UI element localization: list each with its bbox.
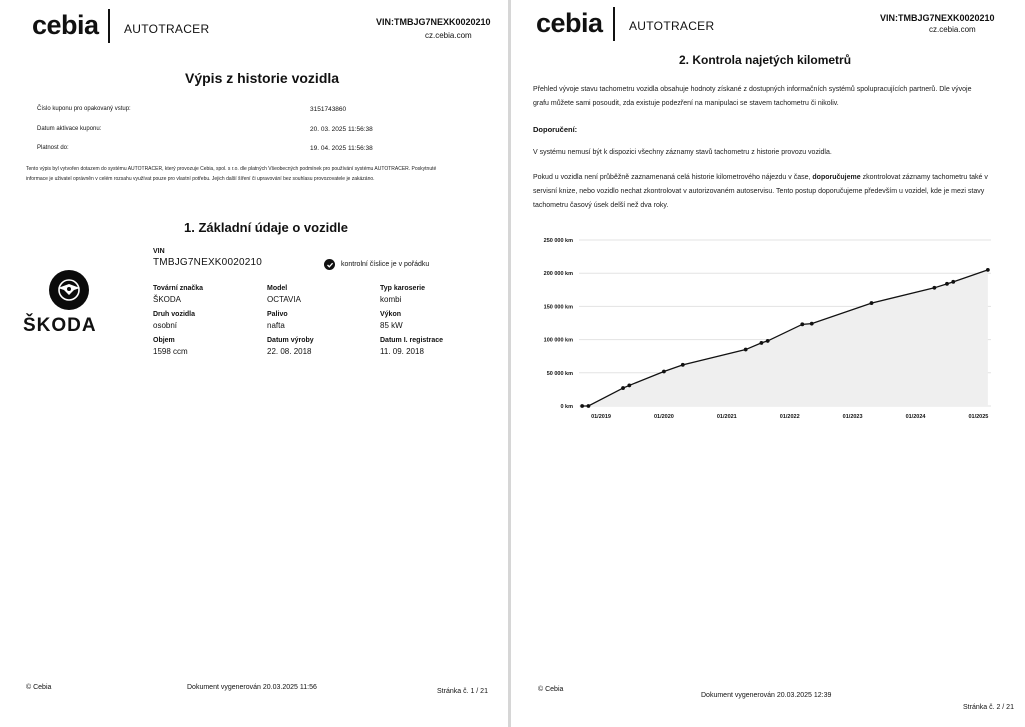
- field-category-label: Druh vozidla: [153, 311, 196, 318]
- activation-value: 20. 03. 2025 11:56:38: [310, 126, 373, 133]
- chart-area-fill: [582, 270, 988, 406]
- field-make-value: ŠKODA: [153, 295, 182, 304]
- field-power-label: Výkon: [380, 311, 402, 318]
- report-page-2: [511, 0, 1025, 727]
- recommendation-detail: Pokud u vozidla není průběžně zaznamenaná celá historie kilometrového nájezdu v čase, doporučujeme zkontrolovat záznamy tachometru také v servisní knize, nebo vozidlo nechat zkontrolovat v autorizovaném autoservisu. Tento postup doporučujeme především u vozidel, kde je mezi stavy tachometru časový úsek delší než dva roky.: [533, 174, 988, 209]
- chart-data-point: [932, 286, 936, 290]
- field-fuel-value: nafta: [267, 321, 285, 330]
- chart-data-point: [766, 339, 770, 343]
- recommendation-heading: Doporučení:: [533, 125, 578, 134]
- chart-y-tick-label: 100 000 km: [543, 337, 573, 344]
- chart-data-point: [587, 404, 591, 408]
- validity-value: 19. 04. 2025 11:56:38: [310, 145, 373, 152]
- disclaimer-text: Tento výpis byl vytvořen dotazem do systému AUTOTRACER, který provozuje Cebia, spol. s r.o. dle platných Všeobecných podmínek pro používání systému AUTOTRACER. Poskytnuté informace je uživatel oprávněn v celém rozsahu využívat pouze pro vlastní potřebu. Jejich další šíření či upravování bez souhlasu provozovatele je zakázáno.: [26, 166, 437, 182]
- chart-data-point: [951, 280, 955, 284]
- coupon-value: 3151743860: [310, 106, 347, 113]
- chart-y-tick-label: 50 000 km: [546, 370, 573, 377]
- logo-divider: [108, 9, 110, 43]
- mileage-intro-text: Přehled vývoje stavu tachometru vozidla obsahuje hodnoty získané z dostupných informačních systémů spolupracujících partnerů. Dle vývoje grafu můžete sami posoudit, zda existuje podezření na manipulaci se stavem tachometru či nikoliv.: [533, 86, 972, 107]
- field-model-label: Model: [267, 285, 288, 292]
- field-body-value: kombi: [380, 295, 402, 304]
- chart-y-tick-label: 250 000 km: [543, 238, 573, 244]
- make-logo-wordmark: ŠKODA: [23, 315, 97, 336]
- chart-x-tick-label: 01/2025: [968, 414, 989, 420]
- validity-label: Platnost do:: [37, 145, 69, 151]
- page-title: Výpis z historie vozidla: [185, 70, 340, 86]
- cebia-logo: cebia: [536, 8, 603, 38]
- chart-data-point: [986, 268, 990, 272]
- chart-data-point: [810, 322, 814, 326]
- header-vin: VIN:TMBJG7NEXK0020210: [376, 17, 491, 27]
- field-power-value: 85 kW: [380, 321, 403, 330]
- vin-check-text: kontrolní číslice je v pořádku: [341, 261, 430, 268]
- logo-divider: [613, 7, 615, 41]
- chart-x-tick-label: 01/2020: [653, 414, 674, 420]
- field-make-label: Tovární značka: [153, 285, 204, 292]
- chart-y-tick-label: 0 km: [560, 404, 573, 410]
- mileage-chart: [511, 230, 1025, 430]
- vin-label: VIN: [153, 248, 165, 255]
- chart-x-tick-label: 01/2022: [779, 414, 800, 420]
- chart-data-point: [621, 386, 625, 390]
- field-production-label: Datum výroby: [267, 337, 314, 344]
- chart-data-point: [627, 384, 631, 388]
- field-body-label: Typ karoserie: [380, 285, 426, 292]
- report-page-1: [0, 0, 508, 727]
- chart-data-point: [580, 404, 584, 408]
- section-title-basic-info: 1. Základní údaje o vozidle: [184, 220, 348, 235]
- chart-data-point: [744, 348, 748, 352]
- chart-x-tick-label: 01/2023: [842, 414, 863, 420]
- chart-data-point: [800, 322, 804, 326]
- skoda-emblem-icon: [49, 270, 89, 310]
- product-name: AUTOTRACER: [629, 19, 715, 33]
- header-site-link[interactable]: cz.cebia.com: [929, 25, 976, 34]
- footer-copyright: © Cebia: [26, 684, 52, 691]
- chart-data-point: [760, 341, 764, 345]
- chart-y-tick-label: 150 000 km: [543, 304, 573, 311]
- footer-generated: Dokument vygenerován 20.03.2025 12:39: [701, 692, 832, 699]
- recommendation-text: V systému nemusí být k dispozici všechny záznamy stavů tachometru z historie provozu vozidla.: [533, 149, 832, 156]
- check-circle-icon: [324, 259, 335, 270]
- chart-x-tick-label: 01/2019: [591, 414, 611, 420]
- footer-copyright: © Cebia: [538, 686, 564, 693]
- field-category-value: osobní: [153, 321, 178, 330]
- field-registration-value: 11. 09. 2018: [380, 347, 424, 356]
- chart-data-point: [945, 282, 949, 286]
- field-fuel-label: Palivo: [267, 311, 288, 318]
- chart-x-tick-label: 01/2024: [905, 414, 926, 420]
- chart-x-tick-label: 01/2021: [716, 414, 737, 420]
- header-site-link[interactable]: cz.cebia.com: [425, 31, 472, 40]
- footer-generated: Dokument vygenerován 20.03.2025 11:56: [187, 684, 317, 691]
- activation-label: Datum aktivace kuponu:: [37, 126, 102, 132]
- chart-data-point: [870, 301, 874, 305]
- section-title-mileage: 2. Kontrola najetých kilometrů: [679, 53, 852, 67]
- footer-page-number: Stránka č. 2 / 21: [963, 704, 1014, 711]
- product-name: AUTOTRACER: [124, 22, 210, 36]
- footer-page-number: Stránka č. 1 / 21: [437, 688, 488, 695]
- cebia-logo: cebia: [32, 10, 99, 40]
- field-model-value: OCTAVIA: [267, 295, 301, 304]
- chart-data-point: [662, 370, 666, 374]
- field-displacement-label: Objem: [153, 337, 175, 344]
- field-registration-label: Datum I. registrace: [380, 337, 444, 344]
- field-production-value: 22. 08. 2018: [267, 347, 312, 356]
- chart-data-point: [681, 363, 685, 367]
- coupon-label: Číslo kuponu pro opakovaný vstup:: [37, 106, 131, 112]
- chart-y-tick-label: 200 000 km: [543, 271, 573, 278]
- header-vin: VIN:TMBJG7NEXK0020210: [880, 13, 995, 23]
- vin-value: TMBJG7NEXK0020210: [153, 257, 263, 268]
- field-displacement-value: 1598 ccm: [153, 347, 188, 356]
